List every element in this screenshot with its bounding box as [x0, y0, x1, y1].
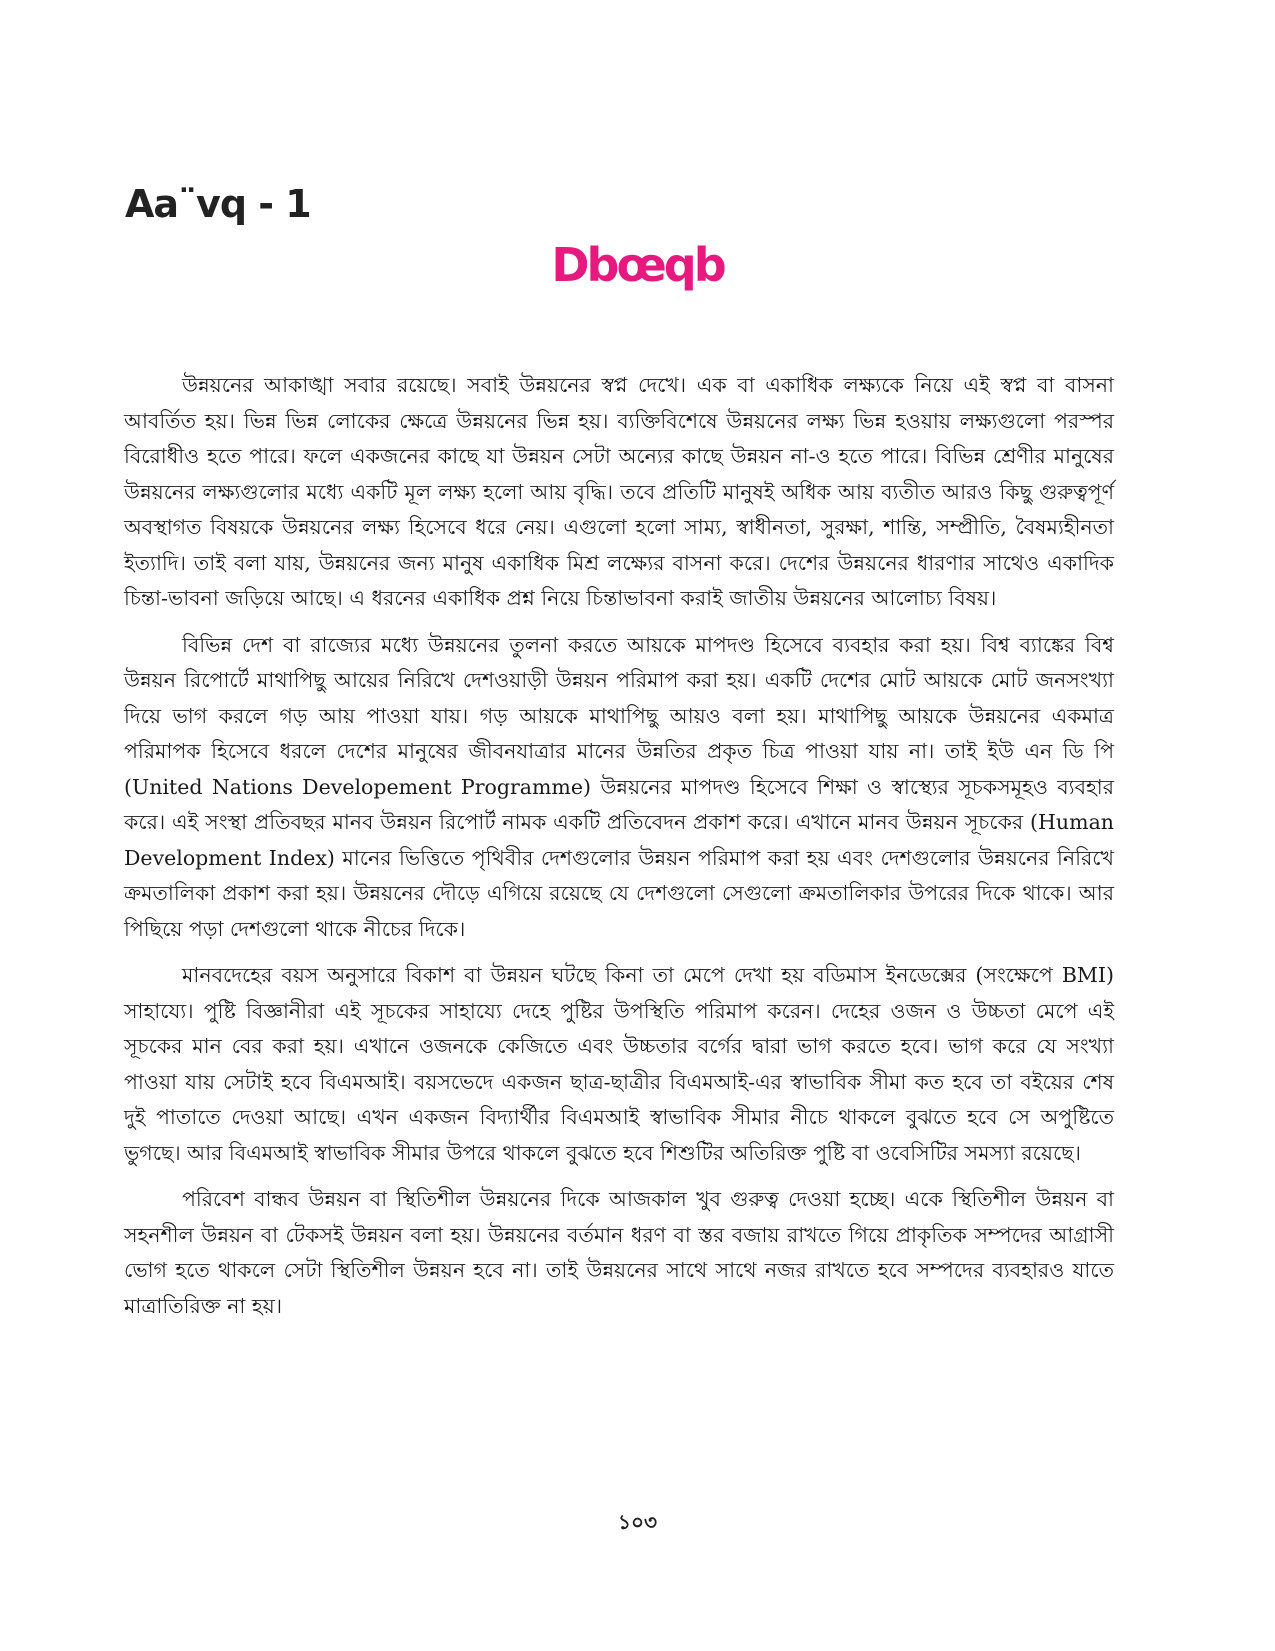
chapter-title: Dbœqb [551, 238, 724, 292]
page-number: ১০৩ [618, 1510, 657, 1534]
paragraph-1: উন্নয়নের আকাঙ্খা সবার রয়েছে। সবাই উন্নয়নের স্বপ্ন দেখে। এক বা একাধিক লক্ষ্যকে নিয়ে এই স্বপ্ন বা বাসনা আবর্তিত হয়। ভিন্ন ভিন্ন লোকের ক্ষেত্রে উন্নয়নের ভিন্ন হয়। ব্যক্তিবিশেষে উন্নয়নের লক্ষ্য ভিন্ন হওয়ায় লক্ষ্যগুলো পরস্পর বিরোধীও হতে পারে। ফলে একজনের কাছে যা উন্নয়ন সেটা অন্যের কাছে উন্নয়ন না-ও হতে পারে। বিভিন্ন শ্রেণীর মানুষের উন্নয়নের লক্ষ্যগুলোর মধ্যে একটি মূল লক্ষ্য হলো আয় বৃদ্ধি। তবে প্রতিটি মানুষই অধিক আয় ব্যতীত আরও কিছু গুরুত্বপূর্ণ অবস্থাগত বিষয়কে উন্নয়নের লক্ষ্য হিসেবে ধরে নেয়। এগুলো হলো সাম্য, স্বাধীনতা, সুরক্ষা, শান্তি, সম্প্রীতি, বৈষম্যহীনতা ইত্যাদি। তাই বলা যায়, উন্নয়নের জন্য মানুষ একাধিক মিশ্র লক্ষ্যের বাসনা করে। দেশের উন্নয়নের ধারণার সাথেও একাদিক চিন্তা-ভাবনা জড়িয়ে আছে। এ ধরনের একাধিক প্রশ্ন নিয়ে চিন্তাভাবনা করাই জাতীয় উন্নয়নের আলোচ্য বিষয়। [124, 373, 1114, 610]
paragraph-3: মানবদেহের বয়স অনুসারে বিকাশ বা উন্নয়ন ঘটছে কিনা তা মেপে দেখা হয় বডিমাস ইনডেক্সের (সংক্ষেপে BMI) সাহায্যে। পুষ্টি বিজ্ঞানীরা এই সূচকের সাহায্যে দেহে পুষ্টির উপস্থিতি পরিমাপ করেন। দেহের ওজন ও উচ্চতা মেপে এই সূচকের মান বের করা হয়। এখানে ওজনকে কেজিতে এবং উচ্চতার বর্গের দ্বারা ভাগ করতে হবে। ভাগ করে যে সংখ্যা পাওয়া যায় সেটাই হবে বিএমআই। বয়সভেদে একজন ছাত্র-ছাত্রীর বিএমআই-এর স্বাভাবিক সীমা কত হবে তা বইয়ের শেষ দুই পাতাতে দেওয়া আছে। এখন একজন বিদ্যার্থীর বিএমআই স্বাভাবিক সীমার নীচে থাকলে বুঝতে হবে সে অপুষ্টিতে ভুগছে। আর বিএমআই স্বাভাবিক সীমার উপরে থাকলে বুঝতে হবে শিশুটির অতিরিক্ত পুষ্টি বা ওবেসিটির সমস্যা রয়েছে। [124, 963, 1114, 1165]
paragraph-2: বিভিন্ন দেশ বা রাজ্যের মধ্যে উন্নয়নের তুলনা করতে আয়কে মাপদণ্ড হিসেবে ব্যবহার করা হয়। বিশ্ব ব্যাঙ্কের বিশ্ব উন্নয়ন রিপোর্টে মাথাপিছু আয়ের নিরিখে দেশওয়াড়ী উন্নয়ন পরিমাপ করা হয়। একটি দেশের মোট আয়কে মোট জনসংখ্যা দিয়ে ভাগ করলে গড় আয় পাওয়া যায়। গড় আয়কে মাথাপিছু আয়ও বলা হয়। মাথাপিছু আয়কে উন্নয়নের একমাত্র পরিমাপক হিসেবে ধরলে দেশের মানুষের জীবনযাত্রার মানের উন্নতির প্রকৃত চিত্র পাওয়া যায় না। তাই ইউ এন ডি পি (United Nations Developement Programme) উন্নয়নের মাপদণ্ড হিসেবে শিক্ষা ও স্বাস্থ্যের সূচকসমূহও ব্যবহার করে। এই সংস্থা প্রতিবছর মানব উন্নয়ন রিপোর্ট নামক একটি প্রতিবেদন প্রকাশ করে। এখানে মানব উন্নয়ন সূচকের (Human Development Index) মানের ভিত্তিতে পৃথিবীর দেশগুলোর উন্নয়ন পরিমাপ করা হয় এবং দেশগুলোর উন্নয়নের নিরিখে ক্রমতালিকা প্রকাশ করা হয়। উন্নয়নের দৌড়ে এগিয়ে রয়েছে যে দেশগুলো সেগুলো ক্রমতালিকার উপরের দিকে থাকে। আর পিছিয়ে পড়া দেশগুলো থাকে নীচের দিকে। [124, 632, 1114, 941]
body-text [124, 368, 1114, 1335]
chapter-label: Aa¨vq - 1 [125, 182, 311, 226]
paragraph-4: পরিবেশ বান্ধব উন্নয়ন বা স্থিতিশীল উন্নয়নের দিকে আজকাল খুব গুরুত্ব দেওয়া হচ্ছে। একে স্থিতিশীল উন্নয়ন বা সহনশীল উন্নয়ন বা টেকসই উন্নয়ন বলা হয়। উন্নয়নের বর্তমান ধরণ বা স্তর বজায় রাখতে গিয়ে প্রাকৃতিক সম্পদের আগ্রাসী ভোগ হতে থাকলে সেটা স্থিতিশীল উন্নয়ন হবে না। তাই উন্নয়নের সাথে সাথে নজর রাখতে হবে সম্পদের ব্যবহারও যাতে মাত্রাতিরিক্ত না হয়। [124, 1187, 1114, 1318]
